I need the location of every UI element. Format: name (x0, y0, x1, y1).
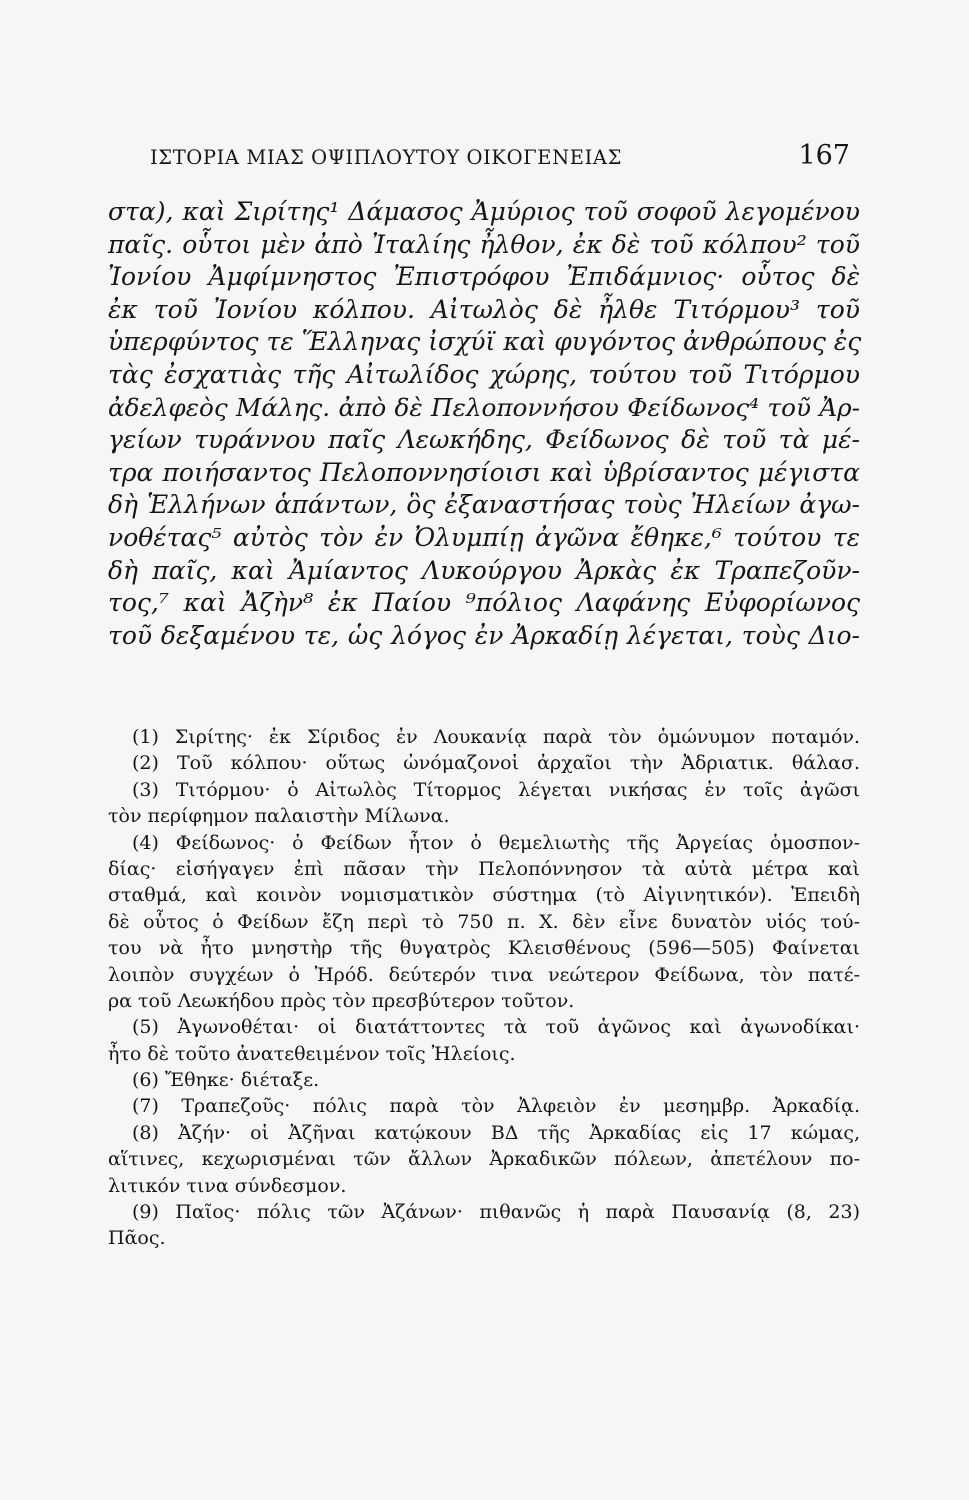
footnote-line: ρα τοῦ Λεωκήδου πρὸς τὸν πρεσβύτερον τοῦτον. (108, 989, 575, 1012)
footnote-line: (3) Τιτόρμου· ὁ Αἰτωλὸς Τίτορμος λέγεται νικήσας ἐν τοῖς ἀγῶσι (132, 778, 860, 801)
text-line: ἐκ τοῦ Ἰονίου κόλπου. Αἰτωλὸς δὲ ἦλθε Τιτόρμου³ τοῦ (108, 294, 860, 324)
footnote-line: λοιπὸν συγχέων ὁ Ἡρόδ. δεύτερόν τινα νεώτερον Φείδωνα, τὸν πατέ- (108, 963, 860, 986)
text-line: τος,⁷ καὶ Ἀζὴν⁸ ἐκ Παίου ⁹πόλιος Λαφάνης Εὐφορίωνος (108, 588, 860, 618)
text-line: γείων τυράννου παῖς Λεωκήδης, Φείδωνος δὲ τοῦ τὰ μέ- (108, 425, 860, 455)
text-line: δὴ Ἑλλήνων ἁπάντων, ὃς ἐξαναστήσας τοὺς Ἠλείων ἀγω- (108, 490, 860, 520)
running-head (150, 140, 850, 180)
text-line: τὰς ἐσχατιὰς τῆς Αἰτωλίδος χώρης, τούτου τοῦ Τιτόρμου (108, 359, 860, 389)
text-line: δὴ παῖς, καὶ Ἀμίαντος Λυκούργου Ἀρκὰς ἐκ Τραπεζοῦν- (108, 555, 860, 585)
footnote-line: (6) Ἔθηκε· διέταξε. (132, 1069, 320, 1092)
text-line: τρα ποιήσαντος Πελοποννησίοισι καὶ ὑβρίσαντος μέγιστα (108, 457, 860, 487)
footnote-line: δὲ οὗτος ὁ Φείδων ἔζη περὶ τὸ 750 π. Χ. δὲν εἶνε δυνατὸν υἱός τού- (108, 910, 860, 933)
footnote-line: (9) Παῖος· πόλις τῶν Ἀζάνων· πιθανῶς ἡ παρὰ Παυσανίᾳ (8, 23) (132, 1201, 860, 1224)
footnote-line: ἦτο δὲ τοῦτο ἀνατεθειμένον τοῖς Ἠλείοις. (108, 1042, 516, 1065)
text-line: νοθέτας⁵ αὐτὸς τὸν ἐν Ὀλυμπίῃ ἀγῶνα ἔθηκε,⁶ τούτου τε (108, 522, 860, 552)
footnote-line: αἵτινες, κεχωρισμέναι τῶν ἄλλων Ἀρκαδικῶν πόλεων, ἀπετέλουν πο- (108, 1148, 860, 1171)
main-text (108, 196, 860, 652)
footnote-line: (7) Τραπεζοῦς· πόλις παρὰ τὸν Ἀλφειὸν ἐν μεσημβρ. Ἀρκαδίᾳ. (132, 1095, 860, 1118)
footnotes (108, 724, 860, 1252)
text-line: παῖς. οὗτοι μὲν ἀπὸ Ἰταλίης ἦλθον, ἐκ δὲ τοῦ κόλπου² τοῦ (108, 229, 860, 259)
text-line: ἀδελφεὸς Μάλης. ἀπὸ δὲ Πελοποννήσου Φείδωνος⁴ τοῦ Ἀρ- (108, 392, 860, 422)
text-line: Ἰονίου Ἀμφίμνηστος Ἐπιστρόφου Ἐπιδάμνιος· οὗτος δὲ (108, 262, 860, 292)
footnote-line: Πᾶος. (108, 1227, 166, 1250)
footnote-line: λιτικόν τινα σύνδεσμον. (108, 1174, 347, 1197)
footnote-line: (5) Ἀγωνοθέται· οἱ διατάττοντες τὰ τοῦ ἀγῶνος καὶ ἀγωνοδίκαι· (132, 1016, 860, 1039)
text-line: ὑπερφύντος τε Ἕλληνας ἰσχύϊ καὶ φυγόντος ἀνθρώπους ἐς (108, 327, 862, 357)
footnote-line: (4) Φείδωνος· ὁ Φείδων ἦτον ὁ θεμελιωτὴς τῆς Ἀργείας ὁμοσπον- (132, 831, 860, 854)
text-line: στα), καὶ Σιρίτης¹ Δάμασος Ἀμύριος τοῦ σοφοῦ λεγομένου (108, 197, 860, 226)
running-title: ΙΣΤΟΡΙΑ ΜΙΑΣ ΟΨΙΠΛΟΥΤΟΥ ΟΙΚΟΓΕΝΕΙΑΣ (150, 146, 623, 169)
footnote-line: δίας· εἰσήγαγεν ἐπὶ πᾶσαν τὴν Πελοπόννησον τὰ αὐτὰ μέτρα καὶ (108, 857, 860, 880)
footnote-line: τὸν περίφημον παλαιστὴν Μίλωνα. (108, 805, 450, 828)
footnote-line: του νὰ ἦτο μνηστὴρ τῆς θυγατρὸς Κλεισθένους (596—505) Φαίνεται (108, 937, 860, 960)
page-number: 167 (798, 140, 850, 171)
text-line: τοῦ δεξαμένου τε, ὡς λόγος ἐν Ἀρκαδίῃ λέγεται, τοὺς Διο- (108, 620, 860, 650)
footnote-line: (2) Τοῦ κόλπου· οὕτως ὠνόμαζονοἱ ἀρχαῖοι τὴν Ἀδριατικ. θάλασ. (132, 752, 860, 775)
footnote-line: σταθμά, καὶ κοινὸν νομισματικὸν σύστημα (τὸ Αἰγινητικόν). Ἐπειδὴ (108, 884, 860, 907)
footnote-line: (8) Ἀζήν· οἱ Ἀζῆναι κατῴκουν ΒΔ τῆς Ἀρκαδίας εἰς 17 κώμας, (132, 1121, 860, 1144)
footnote-line: (1) Σιρίτης· ἐκ Σίριδος ἐν Λουκανίᾳ παρὰ τὸν ὁμώνυμον ποταμόν. (132, 726, 860, 748)
